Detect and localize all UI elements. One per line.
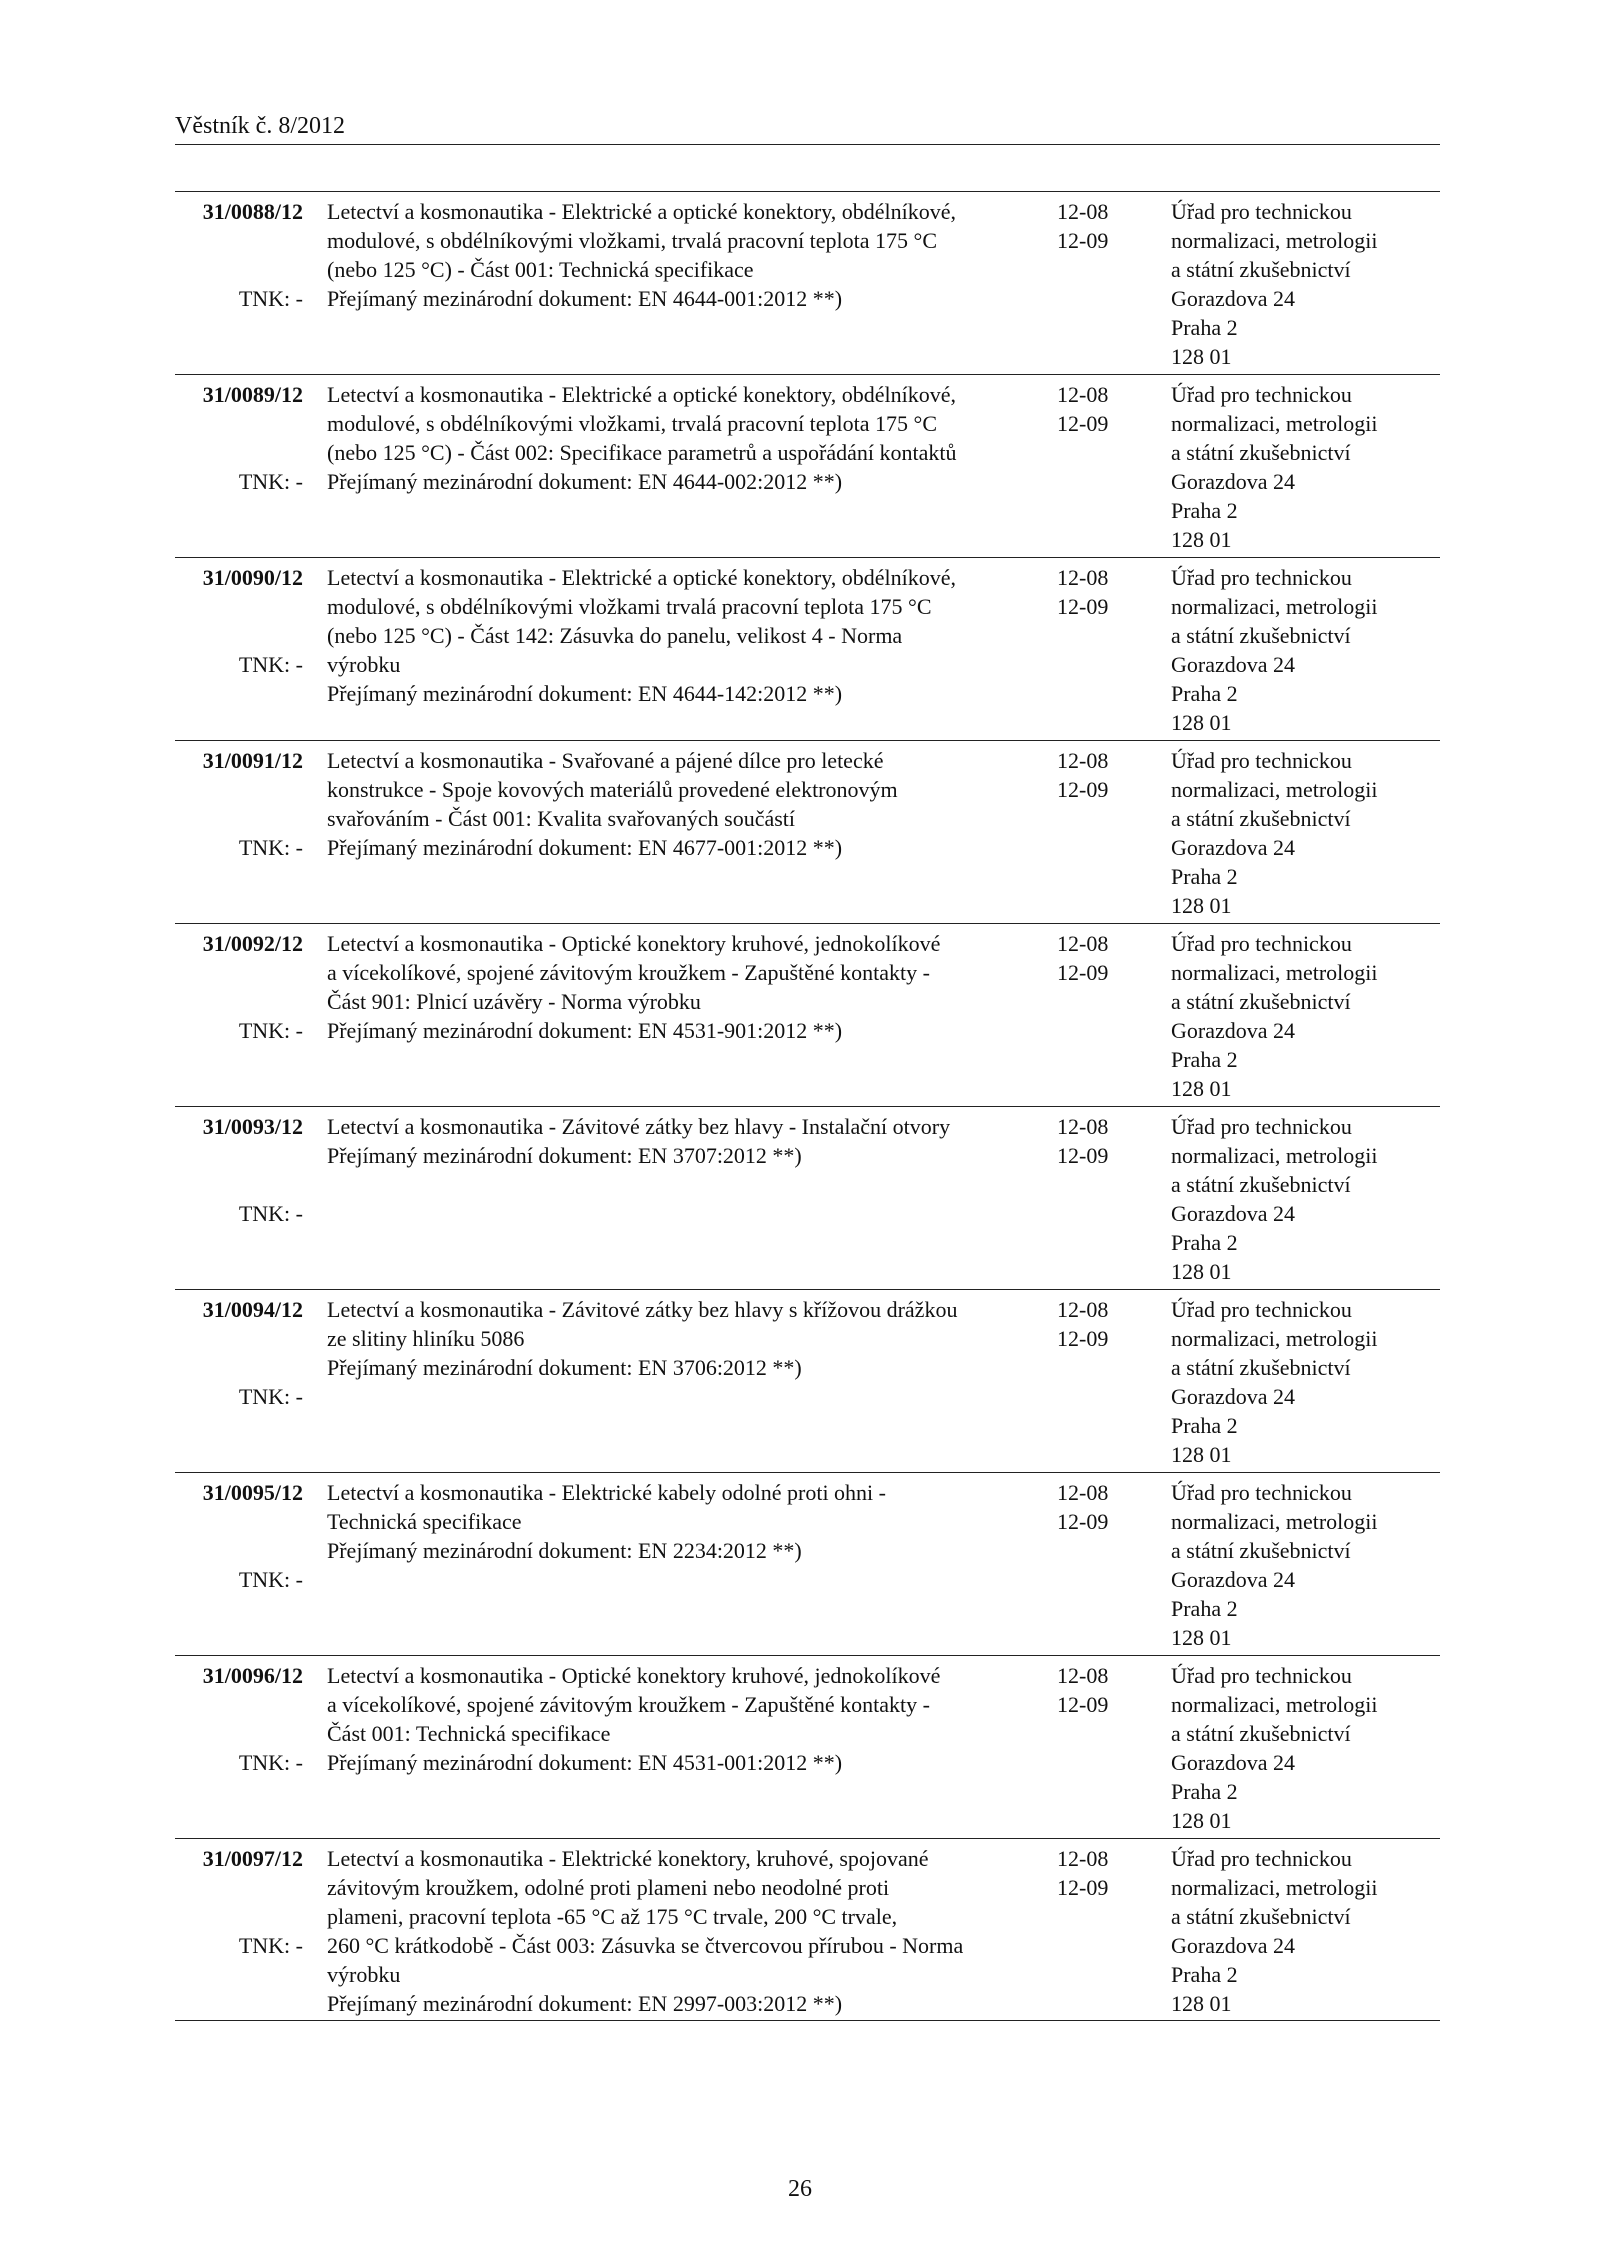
date-value: 12-08 — [1057, 382, 1109, 407]
date-value: 12-08 — [1057, 565, 1109, 590]
office-address-line: Úřad pro technickou — [1171, 1297, 1352, 1322]
date-value: 12-08 — [1057, 931, 1109, 956]
description-line: (nebo 125 °C) - Část 001: Technická specifikace — [327, 257, 754, 282]
description-line: Letectví a kosmonautika - Elektrické a optické konektory, obdélníkové, — [327, 565, 957, 590]
table-row — [175, 1107, 1440, 1290]
tnk-label: TNK: - — [238, 1018, 303, 1043]
dates-column — [1057, 1295, 1127, 1353]
tnk-label: TNK: - — [238, 1750, 303, 1775]
dates-column — [1057, 1844, 1127, 1902]
office-address-line: normalizaci, metrologii — [1171, 1326, 1378, 1351]
date-value: 12-08 — [1057, 199, 1109, 224]
office-address-line: Úřad pro technickou — [1171, 1480, 1352, 1505]
office-address-line: Gorazdova 24 — [1171, 469, 1296, 494]
announcement-code: 31/0088/12 — [202, 199, 303, 224]
description-line: Část 001: Technická specifikace — [327, 1721, 611, 1746]
description-line: Letectví a kosmonautika - Elektrické a optické konektory, obdélníkové, — [327, 199, 957, 224]
description-line: Letectví a kosmonautika - Optické konektory kruhové, jednokolíkové — [327, 1663, 941, 1688]
description-line: 260 °C krátkodobě - Část 003: Zásuvka se čtvercovou přírubou - Norma — [327, 1933, 964, 1958]
description-line: a vícekolíkové, spojené závitovým kroužkem - Zapuštěné kontakty - — [327, 1692, 930, 1717]
office-address-line: a státní zkušebnictví — [1171, 1172, 1351, 1197]
dates-column — [1057, 746, 1127, 804]
date-value: 12-09 — [1057, 1875, 1109, 1900]
office-address — [1171, 1661, 1440, 1835]
dates-column — [1057, 929, 1127, 987]
office-address-line: 128 01 — [1171, 1991, 1232, 2016]
office-address — [1171, 197, 1440, 371]
office-address-line: Úřad pro technickou — [1171, 1663, 1352, 1688]
office-address — [1171, 1478, 1440, 1652]
office-address — [1171, 746, 1440, 920]
dates-column — [1057, 197, 1127, 255]
announcement-table — [175, 191, 1440, 2021]
office-address-line: Praha 2 — [1171, 498, 1238, 523]
office-address — [1171, 929, 1440, 1103]
office-address-line: 128 01 — [1171, 1808, 1232, 1833]
table-row — [175, 1656, 1440, 1839]
tnk-label: TNK: - — [238, 1567, 303, 1592]
description-line: Přejímaný mezinárodní dokument: EN 3707:2012 **) — [327, 1143, 802, 1168]
page-number: 26 — [788, 2176, 812, 2202]
office-address-line: normalizaci, metrologii — [1171, 411, 1378, 436]
description-line: Přejímaný mezinárodní dokument: EN 4677-001:2012 **) — [327, 835, 843, 860]
announcement-code: 31/0089/12 — [202, 382, 303, 407]
table-row — [175, 192, 1440, 375]
table-row — [175, 1473, 1440, 1656]
office-address-line: normalizaci, metrologii — [1171, 1143, 1378, 1168]
date-value: 12-09 — [1057, 1143, 1109, 1168]
office-address-line: Gorazdova 24 — [1171, 1018, 1296, 1043]
description-line: Letectví a kosmonautika - Elektrické kabely odolné proti ohni - — [327, 1480, 886, 1505]
office-address-line: Gorazdova 24 — [1171, 1567, 1296, 1592]
office-address-line: normalizaci, metrologii — [1171, 777, 1378, 802]
office-address — [1171, 380, 1440, 554]
announcement-code: 31/0091/12 — [202, 748, 303, 773]
announcement-code: 31/0097/12 — [202, 1846, 303, 1871]
date-value: 12-09 — [1057, 411, 1109, 436]
office-address-line: normalizaci, metrologii — [1171, 960, 1378, 985]
office-address-line: Praha 2 — [1171, 1413, 1238, 1438]
page-header — [175, 110, 1440, 145]
table-row — [175, 375, 1440, 558]
date-value: 12-09 — [1057, 228, 1109, 253]
office-address-line: Úřad pro technickou — [1171, 748, 1352, 773]
announcement-code: 31/0090/12 — [202, 565, 303, 590]
office-address — [1171, 1844, 1440, 2018]
office-address-line: Praha 2 — [1171, 1779, 1238, 1804]
office-address-line: a státní zkušebnictví — [1171, 806, 1351, 831]
office-address-line: normalizaci, metrologii — [1171, 594, 1378, 619]
office-address-line: normalizaci, metrologii — [1171, 228, 1378, 253]
announcement-code: 31/0095/12 — [202, 1480, 303, 1505]
office-address-line: Gorazdova 24 — [1171, 1750, 1296, 1775]
description-line: Letectví a kosmonautika - Elektrické a optické konektory, obdélníkové, — [327, 382, 957, 407]
office-address-line: Úřad pro technickou — [1171, 199, 1352, 224]
table-row — [175, 558, 1440, 741]
office-address-line: Úřad pro technickou — [1171, 1846, 1352, 1871]
description-line: výrobku — [327, 1962, 401, 1987]
table-row — [175, 741, 1440, 924]
description-line: modulové, s obdélníkovými vložkami, trvalá pracovní teplota 175 °C — [327, 411, 938, 436]
office-address-line: a státní zkušebnictví — [1171, 989, 1351, 1014]
office-address-line: 128 01 — [1171, 1625, 1232, 1650]
office-address-line: Gorazdova 24 — [1171, 1933, 1296, 1958]
description-line: Přejímaný mezinárodní dokument: EN 4644-001:2012 **) — [327, 286, 843, 311]
description-line: a vícekolíkové, spojené závitovým kroužkem - Zapuštěné kontakty - — [327, 960, 930, 985]
office-address-line: Úřad pro technickou — [1171, 931, 1352, 956]
tnk-label: TNK: - — [238, 286, 303, 311]
date-value: 12-09 — [1057, 594, 1109, 619]
tnk-label: TNK: - — [238, 835, 303, 860]
description-line: modulové, s obdélníkovými vložkami trvalá pracovní teplota 175 °C — [327, 594, 932, 619]
description-line: Přejímaný mezinárodní dokument: EN 2997-003:2012 **) — [327, 1991, 843, 2016]
description-line: konstrukce - Spoje kovových materiálů provedené elektronovým — [327, 777, 898, 802]
tnk-label: TNK: - — [238, 469, 303, 494]
description-line: Přejímaný mezinárodní dokument: EN 2234:2012 **) — [327, 1538, 802, 1563]
description-line: Přejímaný mezinárodní dokument: EN 4531-001:2012 **) — [327, 1750, 843, 1775]
table-row — [175, 1839, 1440, 2021]
description-line: Technická specifikace — [327, 1509, 522, 1534]
office-address-line: Praha 2 — [1171, 1962, 1238, 1987]
date-value: 12-09 — [1057, 1509, 1109, 1534]
office-address — [1171, 563, 1440, 737]
tnk-label: TNK: - — [238, 1933, 303, 1958]
description-line: (nebo 125 °C) - Část 002: Specifikace parametrů a uspořádání kontaktů — [327, 440, 957, 465]
description-line: ze slitiny hliníku 5086 — [327, 1326, 525, 1351]
office-address-line: Úřad pro technickou — [1171, 1114, 1352, 1139]
description-line: Letectví a kosmonautika - Svařované a pájené dílce pro letecké — [327, 748, 884, 773]
date-value: 12-09 — [1057, 777, 1109, 802]
office-address-line: 128 01 — [1171, 710, 1232, 735]
office-address-line: Gorazdova 24 — [1171, 652, 1296, 677]
office-address-line: 128 01 — [1171, 1076, 1232, 1101]
date-value: 12-08 — [1057, 1114, 1109, 1139]
office-address-line: normalizaci, metrologii — [1171, 1692, 1378, 1717]
office-address-line: Gorazdova 24 — [1171, 1384, 1296, 1409]
description-line: Letectví a kosmonautika - Elektrické konektory, kruhové, spojované — [327, 1846, 929, 1871]
description-line: Letectví a kosmonautika - Optické konektory kruhové, jednokolíkové — [327, 931, 941, 956]
date-value: 12-09 — [1057, 1692, 1109, 1717]
office-address-line: a státní zkušebnictví — [1171, 1538, 1351, 1563]
tnk-label: TNK: - — [238, 1201, 303, 1226]
office-address-line: a státní zkušebnictví — [1171, 623, 1351, 648]
office-address-line: a státní zkušebnictví — [1171, 440, 1351, 465]
office-address-line: Praha 2 — [1171, 315, 1238, 340]
announcement-code: 31/0092/12 — [202, 931, 303, 956]
office-address-line: Gorazdova 24 — [1171, 835, 1296, 860]
office-address-line: 128 01 — [1171, 527, 1232, 552]
date-value: 12-09 — [1057, 1326, 1109, 1351]
date-value: 12-08 — [1057, 748, 1109, 773]
tnk-label: TNK: - — [238, 652, 303, 677]
office-address-line: Úřad pro technickou — [1171, 565, 1352, 590]
dates-column — [1057, 1478, 1127, 1536]
date-value: 12-08 — [1057, 1663, 1109, 1688]
date-value: 12-08 — [1057, 1480, 1109, 1505]
description-line: modulové, s obdélníkovými vložkami, trvalá pracovní teplota 175 °C — [327, 228, 938, 253]
office-address-line: Praha 2 — [1171, 864, 1238, 889]
office-address-line: a státní zkušebnictví — [1171, 1904, 1351, 1929]
office-address — [1171, 1112, 1440, 1286]
date-value: 12-09 — [1057, 960, 1109, 985]
office-address-line: Praha 2 — [1171, 1047, 1238, 1072]
announcement-code: 31/0093/12 — [202, 1114, 303, 1139]
table-row — [175, 924, 1440, 1107]
office-address-line: Praha 2 — [1171, 1596, 1238, 1621]
description-line: Přejímaný mezinárodní dokument: EN 4644-002:2012 **) — [327, 469, 843, 494]
office-address-line: Praha 2 — [1171, 1230, 1238, 1255]
office-address-line: Gorazdova 24 — [1171, 1201, 1296, 1226]
office-address-line: a státní zkušebnictví — [1171, 1355, 1351, 1380]
dates-column — [1057, 1112, 1127, 1170]
description-line: výrobku — [327, 652, 401, 677]
table-row — [175, 1290, 1440, 1473]
dates-column — [1057, 380, 1127, 438]
description-line: Přejímaný mezinárodní dokument: EN 4531-901:2012 **) — [327, 1018, 843, 1043]
description-line: Přejímaný mezinárodní dokument: EN 3706:2012 **) — [327, 1355, 802, 1380]
office-address-line: normalizaci, metrologii — [1171, 1875, 1378, 1900]
office-address-line: 128 01 — [1171, 893, 1232, 918]
description-line: plameni, pracovní teplota -65 °C až 175 °C trvale, 200 °C trvale, — [327, 1904, 898, 1929]
office-address-line: Praha 2 — [1171, 681, 1238, 706]
office-address-line: Úřad pro technickou — [1171, 382, 1352, 407]
office-address — [1171, 1295, 1440, 1469]
description-line: svařováním - Část 001: Kvalita svařovaných součástí — [327, 806, 796, 831]
page-header-title: Věstník č. 8/2012 — [175, 113, 345, 139]
description-line: Letectví a kosmonautika - Závitové zátky bez hlavy - Instalační otvory — [327, 1114, 951, 1139]
description-line: (nebo 125 °C) - Část 142: Zásuvka do panelu, velikost 4 - Norma — [327, 623, 903, 648]
office-address-line: normalizaci, metrologii — [1171, 1509, 1378, 1534]
tnk-label: TNK: - — [238, 1384, 303, 1409]
announcement-code: 31/0094/12 — [202, 1297, 303, 1322]
announcement-code: 31/0096/12 — [202, 1663, 303, 1688]
office-address-line: Gorazdova 24 — [1171, 286, 1296, 311]
office-address-line: a státní zkušebnictví — [1171, 257, 1351, 282]
date-value: 12-08 — [1057, 1297, 1109, 1322]
dates-column — [1057, 563, 1127, 621]
description-line: závitovým kroužkem, odolné proti plameni nebo neodolné proti — [327, 1875, 890, 1900]
office-address-line: a státní zkušebnictví — [1171, 1721, 1351, 1746]
description-line: Letectví a kosmonautika - Závitové zátky bez hlavy s křížovou drážkou — [327, 1297, 958, 1322]
description-line: Část 901: Plnicí uzávěry - Norma výrobku — [327, 989, 701, 1014]
date-value: 12-08 — [1057, 1846, 1109, 1871]
office-address-line: 128 01 — [1171, 344, 1232, 369]
dates-column — [1057, 1661, 1127, 1719]
office-address-line: 128 01 — [1171, 1259, 1232, 1284]
office-address-line: 128 01 — [1171, 1442, 1232, 1467]
description-line: Přejímaný mezinárodní dokument: EN 4644-142:2012 **) — [327, 681, 843, 706]
